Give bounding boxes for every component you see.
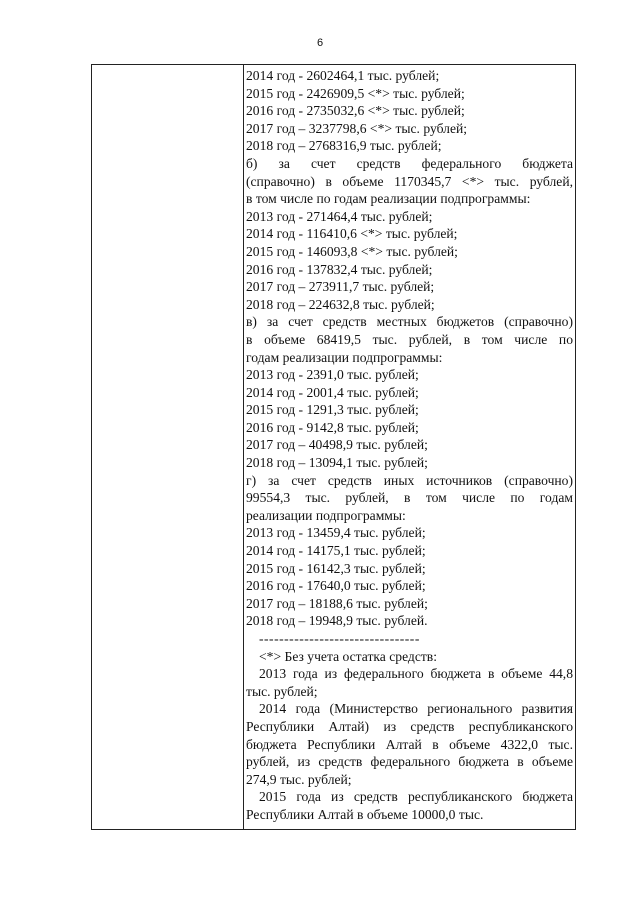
local-year-2016: 2016 год - 9142,8 тыс. рублей;	[246, 419, 419, 435]
other-intro-line-2: 99554,3 тыс. рублей, в том числе по годам	[246, 490, 573, 506]
republic-year-2015: 2015 год - 2426909,5 <*> тыс. рублей;	[246, 85, 465, 101]
other-year-2013: 2013 год - 13459,4 тыс. рублей;	[246, 525, 426, 541]
federal-intro-line-1: б) за счет средств федерального бюджета	[246, 155, 573, 171]
local-year-2013: 2013 год - 2391,0 тыс. рублей;	[246, 367, 419, 383]
federal-intro-line-2: (справочно) в объеме 1170345,7 <*> тыс. рублей,	[246, 173, 573, 189]
federal-year-2014: 2014 год - 116410,6 <*> тыс. рублей;	[246, 226, 458, 242]
footnote-2014: 2014 года (Министерство регионального развития Республики Алтай) из средств республиканского бюджета Республики Алтай в объеме 4322,0 тыс. рублей, из средств федерального бюджета в объеме 274,9 тыс. рублей;	[246, 701, 573, 787]
federal-year-2018: 2018 год – 224632,8 тыс. рублей;	[246, 296, 435, 312]
other-year-2018: 2018 год – 19948,9 тыс. рублей.	[246, 613, 428, 629]
local-intro-line-3: годам реализации подпрограммы:	[246, 349, 443, 365]
document-table	[91, 64, 576, 830]
federal-year-2013: 2013 год - 271464,4 тыс. рублей;	[246, 208, 433, 224]
local-year-2015: 2015 год - 1291,3 тыс. рублей;	[246, 402, 419, 418]
local-year-2018: 2018 год – 13094,1 тыс. рублей;	[246, 455, 428, 471]
local-year-2014: 2014 год - 2001,4 тыс. рублей;	[246, 384, 419, 400]
footnote-2013: 2013 года из федерального бюджета в объеме 44,8 тыс. рублей;	[246, 666, 573, 699]
federal-year-2016: 2016 год - 137832,4 тыс. рублей;	[246, 261, 433, 277]
local-intro-line-1: в) за счет средств местных бюджетов (справочно)	[246, 314, 573, 330]
other-year-2015: 2015 год - 16142,3 тыс. рублей;	[246, 560, 426, 576]
page-number: 6	[316, 37, 324, 49]
federal-intro-line-3: в том числе по годам реализации подпрограммы:	[246, 191, 531, 207]
republic-year-2016: 2016 год - 2735032,6 <*> тыс. рублей;	[246, 103, 465, 119]
footnote-separator: --------------------------------	[259, 631, 420, 646]
federal-year-2017: 2017 год – 273911,7 тыс. рублей;	[246, 279, 435, 295]
local-intro-line-2: в объеме 68419,5 тыс. рублей, в том числе по	[246, 331, 573, 347]
republic-year-2017: 2017 год – 3237798,6 <*> тыс. рублей;	[246, 120, 468, 136]
local-year-2017: 2017 год – 40498,9 тыс. рублей;	[246, 437, 428, 453]
republic-year-2014: 2014 год - 2602464,1 тыс. рублей;	[246, 68, 440, 83]
footnote-title: <*> Без учета остатка средств:	[259, 648, 438, 664]
federal-year-2015: 2015 год - 146093,8 <*> тыс. рублей;	[246, 243, 458, 259]
other-intro-line-3: реализации подпрограммы:	[246, 507, 406, 523]
other-year-2014: 2014 год - 14175,1 тыс. рублей;	[246, 543, 426, 559]
footnote-2015: 2015 года из средств республиканского бюджета Республики Алтай в объеме 10000,0 тыс.	[246, 789, 573, 822]
other-year-2016: 2016 год - 17640,0 тыс. рублей;	[246, 578, 426, 594]
other-intro-line-1: г) за счет средств иных источников (справочно)	[246, 472, 573, 488]
column-divider	[243, 65, 244, 829]
funding-cell	[246, 67, 573, 824]
other-year-2017: 2017 год – 18188,6 тыс. рублей;	[246, 595, 428, 611]
republic-year-2018: 2018 год – 2768316,9 тыс. рублей;	[246, 138, 442, 154]
